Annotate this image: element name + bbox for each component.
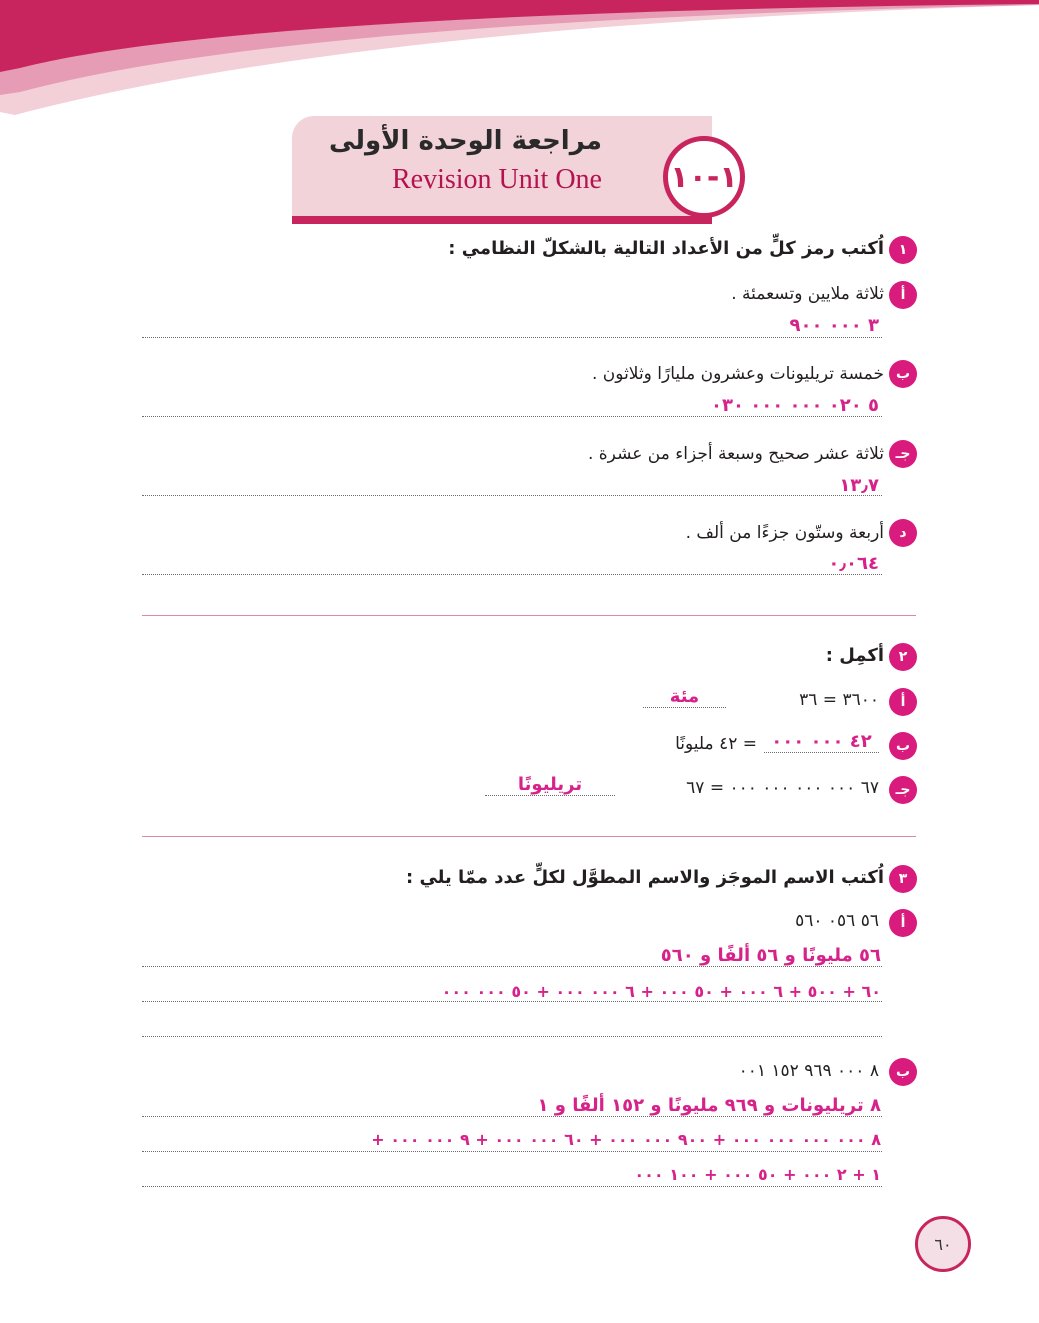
q1-b-text: خمسة تريليونات وعشرون مليارًا وثلاثون . xyxy=(592,364,884,384)
answer-line xyxy=(142,1186,882,1187)
q1-c-label: جـ xyxy=(889,440,917,468)
answer-line xyxy=(142,1036,882,1037)
q2-b-label: ب xyxy=(889,732,917,760)
answer-line xyxy=(142,966,882,967)
q1-b-label: ب xyxy=(889,360,917,388)
q1-a-text: ثلاثة ملايين وتسعمئة . xyxy=(731,284,884,304)
q2-a-expression: ٣٦٠٠ = ٣٦ xyxy=(799,690,879,710)
q1-d-label: د xyxy=(889,519,917,547)
q3-b-long-name-line-2: ١ + ٢ ٠٠٠ + ٥٠ ٠٠٠ + ١٠٠ ٠٠٠ xyxy=(634,1165,881,1184)
q1-d-answer: ٠٫٠٦٤ xyxy=(828,553,879,574)
header-banner xyxy=(0,0,1039,130)
q3-a-number: ٥٦ ٠٥٦ ٥٦٠ xyxy=(795,911,879,931)
answer-line xyxy=(142,1001,882,1002)
question-2-text: أكمِل : xyxy=(825,645,884,666)
unit-title-box xyxy=(292,116,712,224)
answer-line xyxy=(142,337,882,338)
q1-d-text: أربعة وستّون جزءًا من ألف . xyxy=(685,523,884,543)
answer-line xyxy=(142,1116,882,1117)
q1-a-answer: ٣ ٠٠٠ ٩٠٠ xyxy=(789,315,879,336)
question-3-text: اُكتب الاسم الموجَز والاسم المطوَّل لكلٍّ عدد ممّا يلي : xyxy=(405,867,884,888)
q3-a-short-name: ٥٦ مليونًا و ٥٦ ألفًا و ٥٦٠ xyxy=(660,945,881,966)
question-1-number: ١ xyxy=(889,236,917,264)
q2-a-label: أ xyxy=(889,688,917,716)
question-3-number: ٣ xyxy=(889,865,917,893)
q2-c-answer: تريليونًا xyxy=(485,774,615,796)
q3-b-label: ب xyxy=(889,1058,917,1086)
q1-b-answer: ٥ ٠٢٠ ٠٠٠ ٠٠٠ ٠٣٠ xyxy=(711,395,879,416)
q2-b-expression: = ٤٢ مليونًا xyxy=(675,734,757,754)
answer-line xyxy=(142,1151,882,1152)
q3-b-short-name: ٨ تريليونات و ٩٦٩ مليونًا و ١٥٢ ألفًا و ١ xyxy=(537,1095,881,1116)
q2-c-expression: ٦٧ ٠٠٠ ٠٠٠ ٠٠٠ ٠٠٠ = ٦٧ xyxy=(686,778,879,798)
question-2-number: ٢ xyxy=(889,643,917,671)
q3-a-long-name: ٦٠ + ٥٠٠ + ٦ ٠٠٠ + ٥٠ ٠٠٠ + ٦ ٠٠٠ ٠٠٠ + ٥٠ ٠٠٠ ٠٠٠ xyxy=(441,982,881,1001)
q2-a-answer: مئة xyxy=(643,686,726,708)
page-number: ٦٠ xyxy=(915,1216,971,1272)
unit-title-english: Revision Unit One xyxy=(392,164,602,195)
q1-c-answer: ١٣٫٧ xyxy=(839,475,879,496)
question-1-text: اُكتب رمز كلٍّ من الأعداد التالية بالشكلّ النظامي : xyxy=(448,238,884,259)
section-divider xyxy=(142,836,916,837)
section-divider xyxy=(142,615,916,616)
q1-c-text: ثلاثة عشر صحيح وسبعة أجزاء من عشرة . xyxy=(587,444,884,464)
unit-number-badge: ١-١٠ xyxy=(663,136,745,218)
q3-b-long-name-line-1: ٨ ٠٠٠ ٠٠٠ ٠٠٠ ٠٠٠ + ٩٠٠ ٠٠٠ ٠٠٠ + ٦٠ ٠٠٠ ٠٠٠ + ٩ ٠٠٠ ٠٠٠ + xyxy=(371,1130,881,1149)
q3-b-number: ٨ ٠٠٠ ٩٦٩ ١٥٢ ٠٠١ xyxy=(738,1061,879,1081)
answer-line xyxy=(142,416,882,417)
answer-line xyxy=(142,574,882,575)
q2-c-label: جـ xyxy=(889,776,917,804)
unit-title-arabic: مراجعة الوحدة الأولى xyxy=(328,126,602,156)
answer-line xyxy=(142,495,882,496)
q1-a-label: أ xyxy=(889,281,917,309)
q3-a-label: أ xyxy=(889,909,917,937)
q2-b-answer: ٤٢ ٠٠٠ ٠٠٠ xyxy=(764,731,879,753)
